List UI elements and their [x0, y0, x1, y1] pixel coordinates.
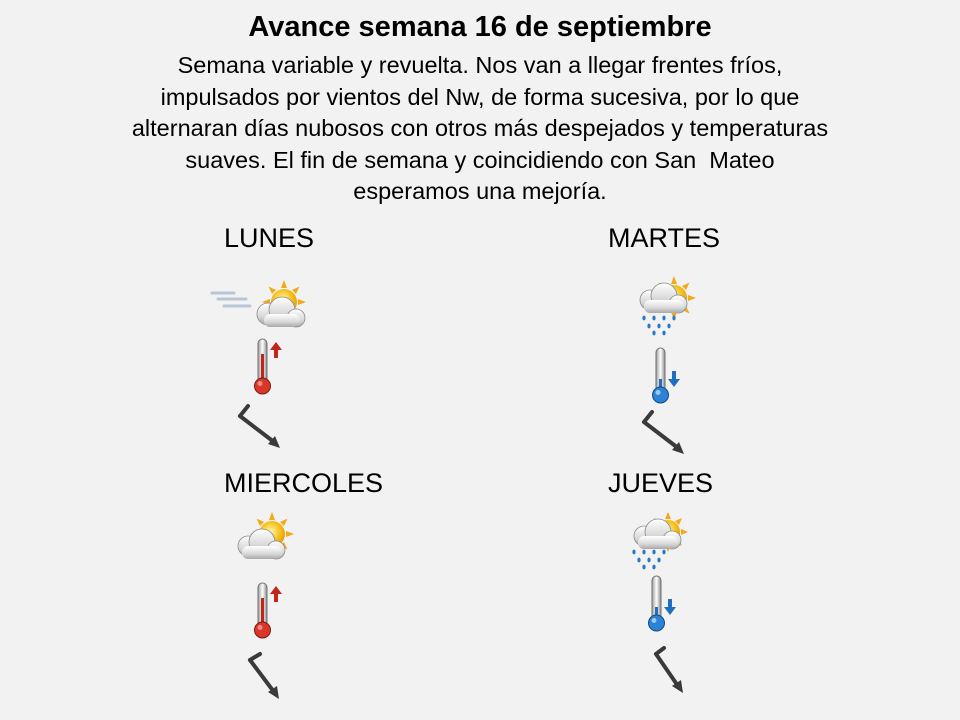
day-label-jueves: JUEVES — [608, 468, 714, 498]
page-title: Avance semana 16 de septiembre — [248, 11, 712, 43]
wind-direction-arrow-icon — [240, 650, 290, 702]
intro-text — [0, 50, 960, 208]
intro-line: esperamos una mejoría. — [353, 178, 607, 204]
intro-line: suaves. El fin de semana y coincidiendo con San Mateo — [185, 146, 775, 173]
day-label-martes: MARTES — [608, 223, 721, 253]
temperature-falling-icon — [648, 345, 688, 407]
intro-line: impulsados por vientos del Nw, de forma sucesiva, por lo que — [160, 83, 800, 110]
day-label-lunes: LUNES — [224, 223, 315, 253]
sun-cloud-wind-icon — [206, 278, 310, 338]
temperature-falling-icon — [644, 573, 684, 635]
wind-direction-arrow-icon — [644, 644, 694, 696]
intro-line: alternaran días nubosos con otros más despejados y temperaturas — [131, 115, 829, 141]
wind-direction-arrow-icon — [232, 402, 288, 452]
day-label-miercoles: MIERCOLES — [224, 468, 384, 498]
sun-cloud-rain-icon — [628, 512, 694, 572]
temperature-rising-icon — [250, 336, 290, 398]
sun-cloud-rain-icon — [636, 276, 702, 336]
wind-direction-arrow-icon — [636, 408, 692, 458]
sun-cloud-icon — [232, 512, 298, 568]
temperature-rising-icon — [250, 580, 290, 642]
intro-line: Semana variable y revuelta. Nos van a llegar frentes fríos, — [177, 52, 783, 78]
